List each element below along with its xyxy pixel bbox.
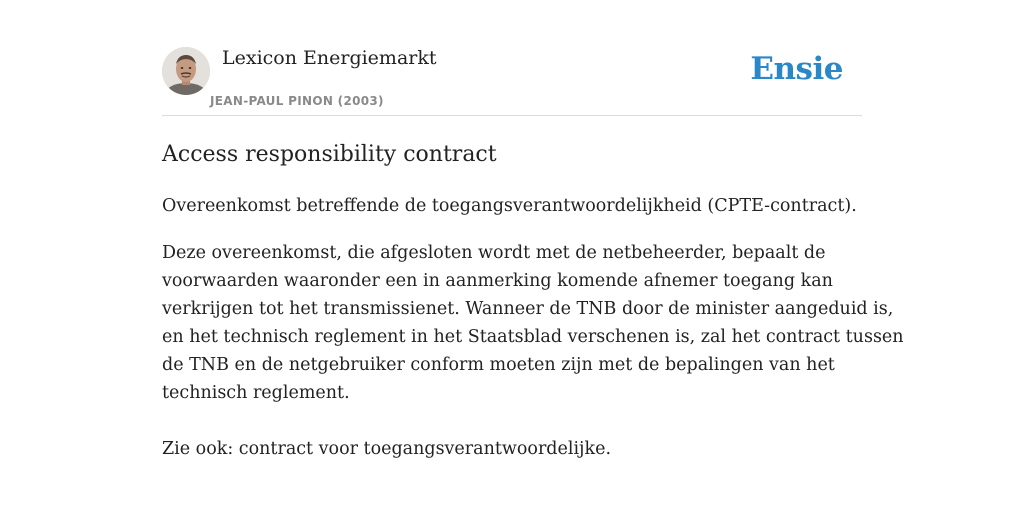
description-line: voorwaarden waaronder een in aanmerking komende afnemer toegang kan bbox=[162, 271, 833, 291]
description-line: en het technisch reglement in het Staatsblad verschenen is, zal het contract tussen bbox=[162, 327, 904, 347]
author-avatar[interactable] bbox=[162, 47, 210, 95]
term-title: Access responsibility contract bbox=[162, 142, 497, 167]
term-definition: Overeenkomst betreffende de toegangsverantwoordelijkheid (CPTE-contract). bbox=[162, 196, 857, 216]
lexicon-title[interactable]: Lexicon Energiemarkt bbox=[222, 47, 437, 69]
author-name[interactable]: JEAN-PAUL PINON (2003) bbox=[210, 94, 384, 108]
ensie-logo[interactable]: Ensie bbox=[750, 51, 843, 87]
entry-page bbox=[162, 0, 904, 512]
description-line: technisch reglement. bbox=[162, 383, 350, 403]
description-line: verkrijgen tot het transmissienet. Wanneer de TNB door de minister aangeduid is, bbox=[162, 299, 894, 319]
description-line: Deze overeenkomst, die afgesloten wordt met de netbeheerder, bepaalt de bbox=[162, 243, 826, 263]
lexicon-header bbox=[162, 0, 862, 116]
see-also: Zie ook: contract voor toegangsverantwoordelijke. bbox=[162, 439, 612, 459]
term-description bbox=[162, 239, 904, 407]
author-portrait-icon bbox=[162, 47, 210, 95]
description-line: de TNB en de netgebruiker conform moeten zijn met de bepalingen van het bbox=[162, 355, 835, 375]
